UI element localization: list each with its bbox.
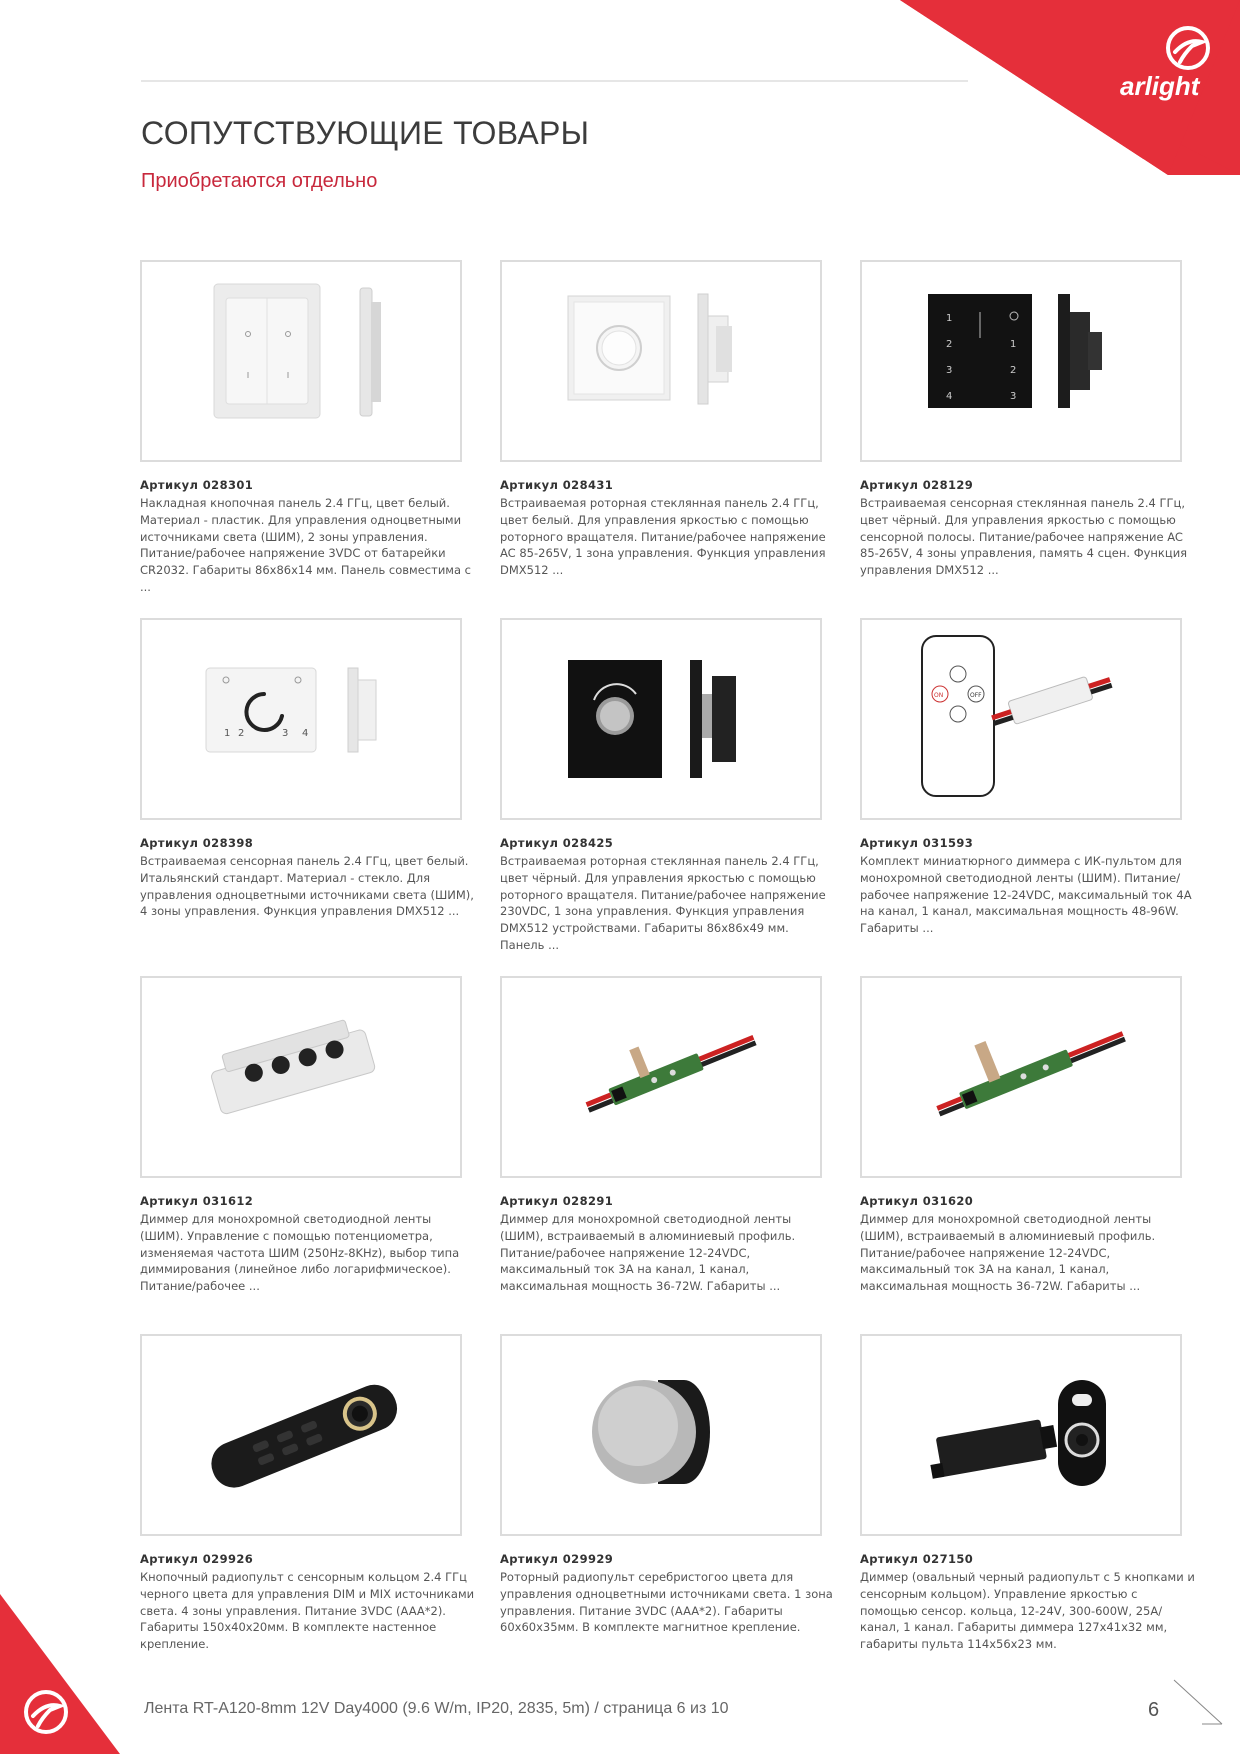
product-image	[140, 260, 462, 462]
page-subtitle: Приобретаются отдельно	[141, 170, 378, 192]
top-divider	[141, 80, 968, 82]
product-image	[860, 260, 1182, 462]
product-card[interactable]	[140, 1334, 475, 1692]
product-article: Артикул 027150	[860, 1552, 974, 1566]
arlight-logo-corner	[900, 0, 1240, 175]
product-article: Артикул 029926	[140, 1552, 254, 1566]
svg-text:2: 2	[238, 728, 245, 739]
product-description: Диммер для монохромной светодиодной ленты (ШИМ). Управление с помощью потенциометра, изменяемая частота ШИМ (250Hz-8KHz), выбор типа диммирования (линейное либо логарифмическое). Питание/рабочее ...	[140, 1212, 460, 1294]
product-article: Артикул 028398	[140, 836, 254, 850]
product-description: Накладная кнопочная панель 2.4 ГГц, цвет белый. Материал - пластик. Для управления одноцветными источниками света (ШИМ), 2 зоны управления. Питание/рабочее напряжение 3VDC от батарейки CR2032. Габариты 86х86х14 мм. Панель совместима с ...	[140, 496, 471, 594]
product-article: Артикул 031620	[860, 1194, 974, 1208]
page-title: СОПУТСТВУЮЩИЕ ТОВАРЫ	[141, 115, 590, 151]
product-card[interactable]	[860, 976, 1182, 1334]
product-image	[500, 1334, 822, 1536]
product-article: Артикул 028431	[500, 478, 614, 492]
product-description: Диммер для монохромной светодиодной ленты (ШИМ), встраиваемый в алюминиевый профиль. Питание/рабочее напряжение 12-24VDC, максимальный ток 3А на канал, 1 канал, максимальная мощность 36-72W. Габариты ...	[860, 1212, 1156, 1294]
product-card[interactable]	[140, 976, 462, 1334]
product-image	[500, 976, 822, 1178]
product-article: Артикул 031612	[140, 1194, 254, 1208]
svg-text:3: 3	[1010, 391, 1017, 402]
footer-text: Лента RT-A120-8mm 12V Day4000 (9.6 W/m, IP20, 2835, 5m) / страница 6 из 10	[144, 1700, 729, 1717]
product-article: Артикул 028129	[860, 478, 974, 492]
product-description: Встраиваемая роторная стеклянная панель 2.4 ГГц, цвет чёрный. Для управления яркостью с помощью роторного вращателя. Питание/рабочее напряжение 230VDC, 1 зона управления. Функция управления DMX512 устройствами. Габариты 86х86х49 мм. Панель ...	[500, 854, 826, 952]
product-image	[860, 1334, 1182, 1536]
product-card[interactable]	[860, 618, 1192, 976]
svg-text:3: 3	[946, 365, 953, 376]
page-number: 6	[1148, 1699, 1160, 1721]
product-image	[500, 618, 822, 820]
product-image	[860, 976, 1182, 1178]
product-grid	[140, 260, 1195, 1692]
product-description: Роторный радиопульт серебристогоо цвета для управления одноцветными источниками света. 1 зона управления. Питание 3VDC (AAA*2). Габариты 60х60х35мм. В комплекте магнитное крепление.	[500, 1570, 833, 1635]
product-image	[860, 618, 1182, 820]
svg-text:1: 1	[1010, 339, 1017, 350]
footer-slash-decoration	[1172, 1678, 1224, 1726]
product-card[interactable]	[860, 1334, 1195, 1692]
arlight-logo-bottom	[0, 1594, 120, 1754]
arlight-logo-text: arlight	[1120, 71, 1200, 101]
svg-text:2: 2	[1010, 365, 1017, 376]
product-image	[140, 1334, 462, 1536]
product-card[interactable]	[500, 976, 822, 1334]
product-card[interactable]	[500, 260, 826, 618]
product-article: Артикул 031593	[860, 836, 974, 850]
product-description: Диммер для монохромной светодиодной ленты (ШИМ), встраиваемый в алюминиевый профиль. Питание/рабочее напряжение 12-24VDC, максимальный ток 3А на канал, 1 канал, максимальная мощность 36-72W. Габариты ...	[500, 1212, 796, 1294]
product-article: Артикул 028425	[500, 836, 614, 850]
svg-text:4: 4	[302, 728, 309, 739]
product-description: Встраиваемая сенсорная стеклянная панель 2.4 ГГц, цвет чёрный. Для управления яркостью с помощью сенсорной полосы. Питание/рабочее напряжение AC 85-265V, 4 зоны управления, память 4 сцен. Функция управления DMX512 ...	[860, 496, 1188, 578]
product-image	[140, 976, 462, 1178]
product-card[interactable]	[500, 618, 826, 976]
product-description: Встраиваемая сенсорная панель 2.4 ГГц, цвет белый. Итальянский стандарт. Материал - стекло. Для управления одноцветными источниками света (ШИМ), 4 зоны управления. Функция управления DMX512 ...	[140, 854, 474, 919]
product-article: Артикул 029929	[500, 1552, 614, 1566]
product-card[interactable]	[140, 260, 471, 618]
svg-text:ON: ON	[934, 692, 944, 699]
svg-text:3: 3	[282, 728, 289, 739]
product-article: Артикул 028301	[140, 478, 254, 492]
product-article: Артикул 028291	[500, 1194, 614, 1208]
product-card[interactable]	[500, 1334, 833, 1692]
svg-text:1: 1	[224, 728, 231, 739]
product-card[interactable]	[140, 618, 474, 976]
svg-text:2: 2	[946, 339, 953, 350]
svg-text:OFF: OFF	[970, 692, 982, 699]
svg-text:4: 4	[946, 391, 953, 402]
product-description: Диммер (овальный черный радиопульт с 5 кнопками и сенсорным кольцом). Управление яркостью с помощью сенсор. кольца, 12-24V, 300-600W, 25А/канал, 1 канал. Габариты диммера 127х41х32 мм, габариты пульта 114х56х23 мм.	[860, 1570, 1195, 1652]
product-image	[500, 260, 822, 462]
product-description: Кнопочный радиопульт с сенсорным кольцом 2.4 ГГц черного цвета для управления DIM и MIX источниками света. 4 зоны управления. Питание 3VDC (AAA*2). Габариты 150х40х20мм. В комплекте настенное крепление.	[140, 1570, 475, 1652]
svg-text:1: 1	[946, 313, 953, 324]
product-image	[140, 618, 462, 820]
product-description: Комплект миниатюрного диммера с ИК-пультом для монохромной светодиодной ленты (ШИМ). Питание/рабочее напряжение 12-24VDC, максимальный ток 4А на канал, 1 канал, максимальная мощность 48-96W. Габариты ...	[860, 854, 1192, 936]
product-description: Встраиваемая роторная стеклянная панель 2.4 ГГц, цвет белый. Для управления яркостью с помощью роторного вращателя. Питание/рабочее напряжение AC 85-265V, 1 зона управления. Функция управления DMX512 ...	[500, 496, 826, 578]
product-card[interactable]	[860, 260, 1188, 618]
